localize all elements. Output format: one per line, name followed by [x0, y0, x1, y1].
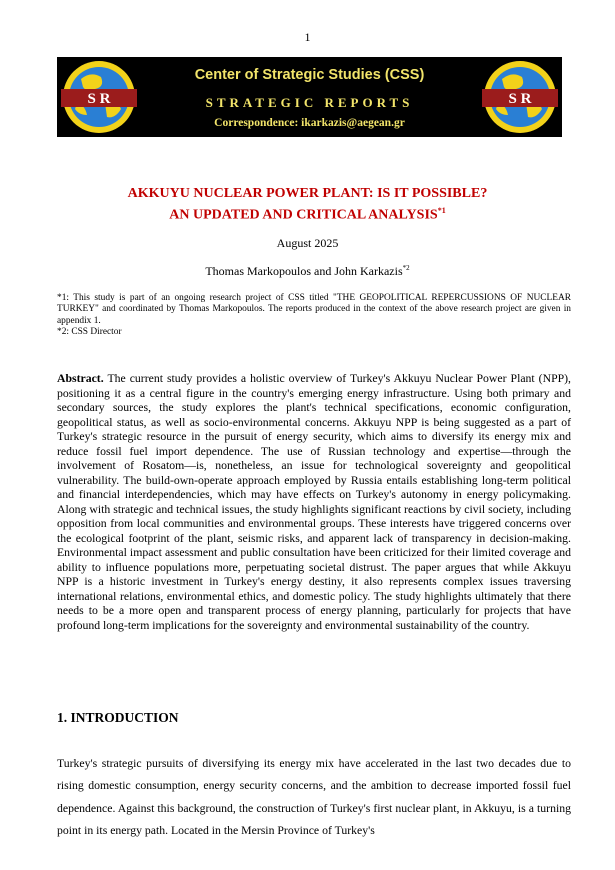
- logo-letters-right: S R: [508, 91, 532, 107]
- footnote-2: *2: CSS Director: [57, 326, 122, 337]
- banner-subtitle: STRATEGIC REPORTS: [205, 95, 414, 110]
- paper-title: [0, 185, 615, 224]
- banner-correspondence: Correspondence: ikarkazis@aegean.gr: [214, 117, 405, 129]
- globe-logo-right: [482, 59, 558, 135]
- abstract-label: Abstract.: [57, 372, 104, 385]
- author-names: Thomas Markopoulos and John Karkazis: [205, 264, 403, 278]
- logo-letters-left: S R: [87, 91, 111, 107]
- abstract-text: The current study provides a holistic overview of Turkey's Akkuyu Nuclear Power Plant (NPP), positioning it as a central figure in the country's emerging energy infrastructure. Using both primary and secondary sources, the study explores the plant's technical specifications, economic configuration, geopolitical status, as well as socio-environmental concerns. Akkuyu NPP is being suggested as a part of Turkey's strategic resource in the pursuit of energy security, which aims to diversify its energy mix and reduce fossil fuel import dependence. The use of Russian technology and expertise—through the involvement of Rosatom—is, nonetheless, an issue for technological sovereignty and geopolitical vulnerability. The build-own-operate approach employed by Russia entails establishing long-term political and financial interdependencies, which may have effects on Turkey's autonomy in energy policymaking. Along with strategic and technical issues, the study highlights significant reactions by civil society, including opposition from local communities and environmental groups. These interests have triggered concerns over the ecological footprint of the plant, seismic risks, and apparent lack of transparency in decision-making. Environmental impact assessment and public consultation have been criticized for their limited coverage and ability to influence populations more, perpetuating societal distrust. The paper argues that while Akkuyu NPP is a historic investment in Turkey's energy destiny, it also represents complex issues traversing international relations, environmental ethics, and domestic policy. The study highlights ultimately that there needs to be a more open and transparent process of energy planning, particularly for projects that have profound long-term implications for the sovereignty and environmental sustainability of the country.: [57, 372, 571, 632]
- authors: [0, 264, 615, 279]
- title-line-1: AKKUYU NUCLEAR POWER PLANT: IS IT POSSIBLE?: [127, 186, 488, 201]
- section-heading: 1. INTRODUCTION: [57, 710, 179, 725]
- title-line-2-text: AN UPDATED AND CRITICAL ANALYSIS: [169, 207, 438, 223]
- author-footnote-mark: *2: [402, 264, 410, 272]
- title-footnote-mark: *1: [437, 206, 446, 215]
- abstract: [57, 372, 571, 633]
- publication-date: August 2025: [276, 236, 339, 250]
- footnotes: [57, 293, 571, 338]
- css-banner: [57, 57, 562, 137]
- title-line-2: [0, 202, 615, 224]
- footnote-1: *1: This study is part of an ongoing research project of CSS titled "THE GEOPOLITICAL REPERCUSSIONS OF NUCLEAR TURKEY" and coordinated by Thomas Markopoulos. The reports produced in the context of the above research project are given in appendix 1.: [57, 293, 571, 326]
- intro-paragraph: Turkey's strategic pursuits of diversifying its energy mix have accelerated in the last two decades due to rising domestic consumption, energy security concerns, and the ambition to decrease imported fossil fuel dependence. Against this background, the construction of Turkey's first nuclear plant, in Akkuyu, is a turning point in its energy path. Located in the Mersin Province of Turkey's: [57, 757, 571, 837]
- banner-title: Center of Strategic Studies (CSS): [194, 67, 425, 83]
- page-number: 1: [304, 30, 311, 44]
